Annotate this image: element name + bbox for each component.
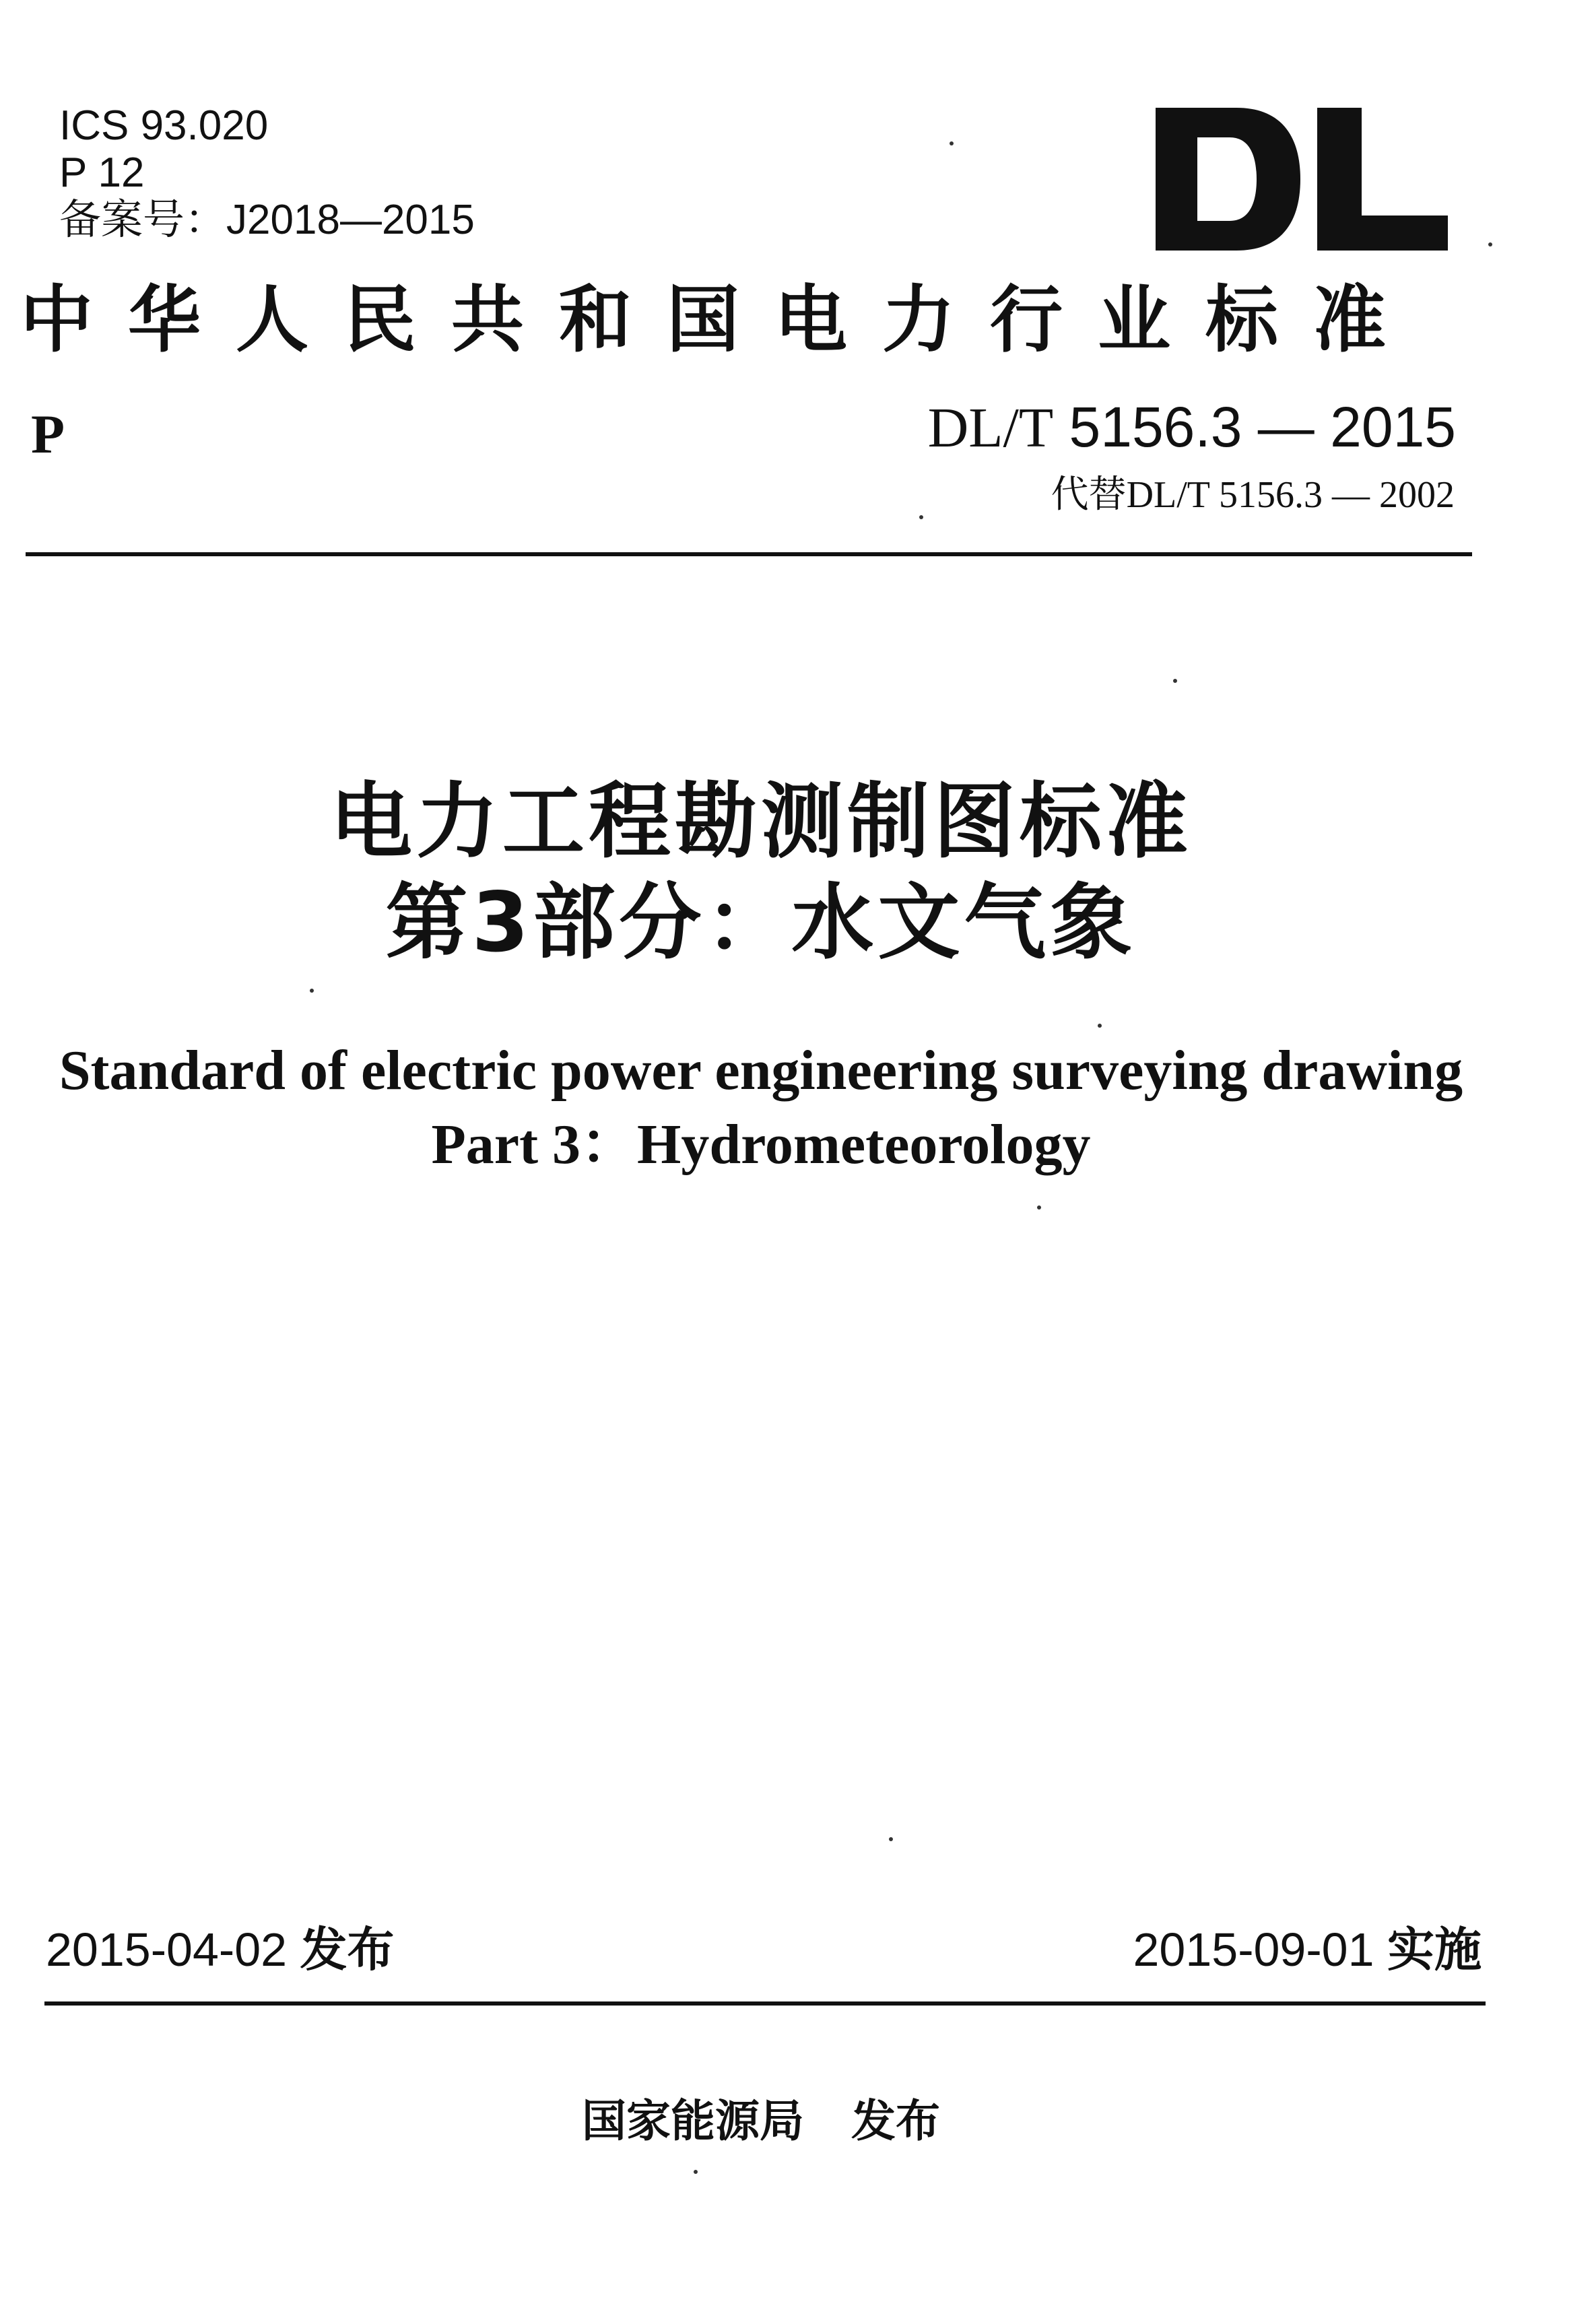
standard-number — [928, 393, 1456, 462]
title-en-part: Part 3：Hydrometeorology — [431, 1113, 1091, 1176]
title-en-main: Standard of electric power engineering surveying drawing — [59, 1039, 1463, 1102]
footer-divider — [44, 2001, 1486, 2006]
dl-logo — [1156, 108, 1448, 251]
scan-speck — [950, 141, 954, 145]
scan-speck — [1488, 242, 1492, 246]
scan-speck — [694, 2170, 698, 2174]
replaces-label: 代替 — [1051, 474, 1127, 516]
scan-speck — [1037, 1205, 1041, 1210]
publisher-action: 发布 — [851, 2095, 940, 2147]
publisher-name: 国家能源局 — [582, 2095, 804, 2147]
scan-speck — [310, 989, 314, 993]
issue-date-value: 2015-04-02 — [46, 1923, 288, 1976]
publisher — [0, 2088, 1522, 2155]
issue-date — [46, 1916, 395, 1983]
scan-speck — [1173, 679, 1177, 683]
effective-date-label: 实施 — [1387, 1922, 1482, 1977]
category-code: P — [31, 403, 65, 465]
replaces-standard — [1051, 471, 1455, 519]
record-number — [59, 197, 475, 244]
effective-date-value: 2015-09-01 — [1133, 1923, 1374, 1976]
record-value: J2018—2015 — [226, 197, 475, 243]
header-divider — [26, 552, 1472, 556]
scan-speck — [1098, 1024, 1102, 1028]
effective-date — [1133, 1916, 1482, 1983]
standard-code: 5156.3 — 2015 — [1069, 395, 1456, 459]
title-cn-main: 电力工程勘测制图标准 — [330, 774, 1192, 869]
record-label: 备案号： — [59, 197, 227, 243]
ministry-heading: 中华人民共和国电力行业标准 — [20, 277, 1422, 362]
ics-code: ICS 93.020 — [59, 102, 269, 149]
scan-speck — [889, 1837, 893, 1841]
title-cn-part: 第3部分：水文气象 — [385, 875, 1137, 970]
standard-prefix: DL/T — [927, 397, 1054, 459]
p-code: P 12 — [59, 150, 145, 196]
replaces-value: DL/T 5156.3 — 2002 — [1126, 474, 1455, 516]
scan-speck — [919, 515, 923, 519]
issue-date-label: 发布 — [300, 1922, 395, 1977]
